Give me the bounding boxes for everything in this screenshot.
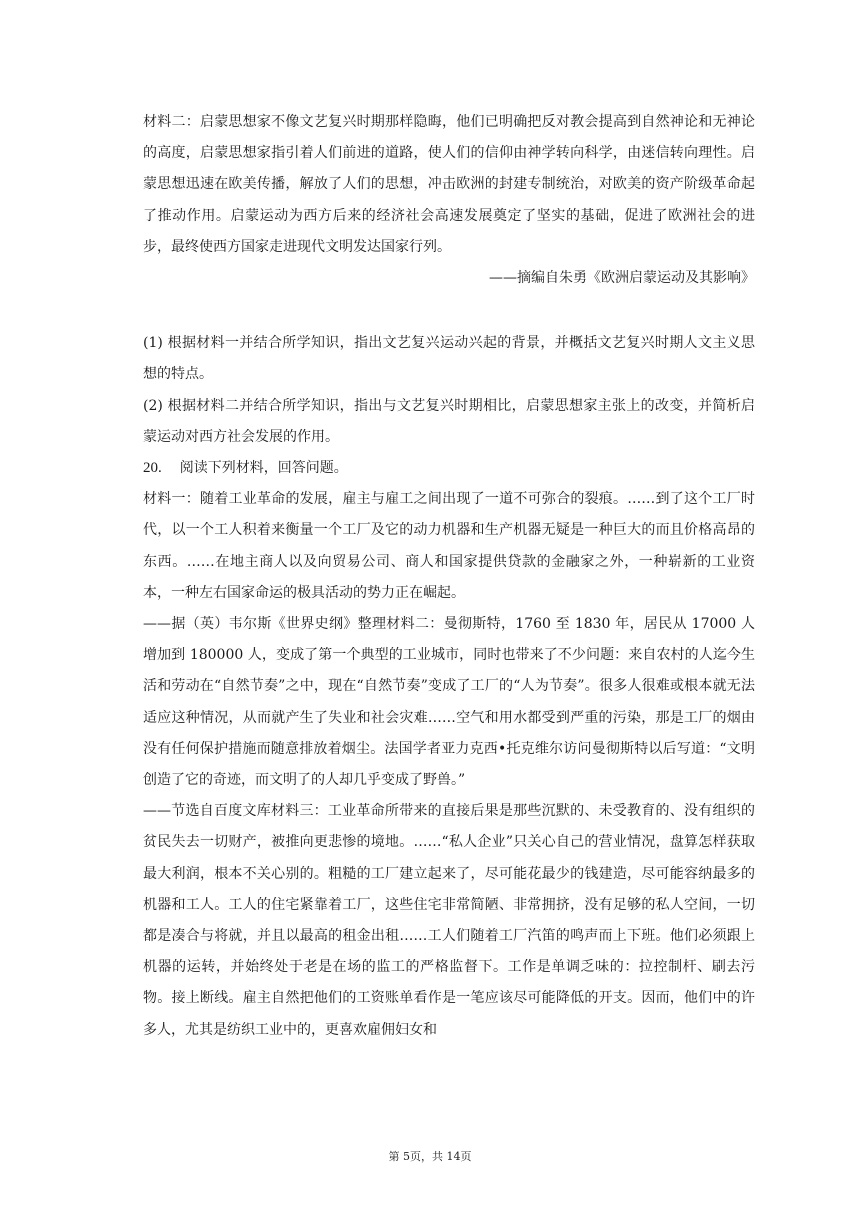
- spacer: [143, 294, 755, 328]
- q20-material-3: ——节选自百度文库材料三：工业革命所带来的直接后果是那些沉默的、未受教育的、没有组织的贫民失去一切财产，被推向更悲惨的境地。……“私人企业”只关心自己的营业情况，盘算怎样获取最大利润，根本不关心别的。粗糙的工厂建立起来了，尽可能花最少的钱建造，尽可能容纳最多的机器和工人。工人的住宅紧靠着工厂，这些住宅非常简陋、非常拥挤，没有足够的私人空间，一切都是凑合与将就，并且以最高的租金出租……工人们随着工厂汽笛的鸣声而上下班。他们必须跟上机器的运转，并始终处于老是在场的监工的严格监督下。工作是单调乏味的：拉控制杆、刷去污物。接上断线。雇主自然把他们的工资账单看作是一笔应该尽可能降低的开支。因而，他们中的许多人，尤其是纺织工业中的，更喜欢雇佣妇女和: [143, 803, 755, 1038]
- material-2-source: ——摘编自朱勇《欧洲启蒙运动及其影响》: [489, 270, 755, 287]
- q20-material-2: ——据（英）韦尔斯《世界史纲》整理材料二：曼彻斯特，1760 至 1830 年，居民从 17000 人增加到 180000 人，变成了第一个典型的工业城市，同时也带来了不少问题：来自农村的人迄今生活和劳动在“自然节奏”之中，现在“自然节奏”变成了工厂的“人为节奏”。很多人很难或根本就无法适应这种情况，从而就产生了失业和社会灾难……空气和用水都受到严重的污染，那是工厂的烟由没有任何保护措施而随意排放着烟尘。法国学者亚力克西•托克维尔访问曼彻斯特以后写道：“文明创造了它的奇迹，而文明了的人却几乎变成了野兽。”: [143, 616, 755, 789]
- q20-material-1: 材料一：随着工业革命的发展，雇主与雇工之间出现了一道不可弥合的裂痕。……到了这个工厂时代，以一个工人积着来衡量一个工厂及它的动力机器和生产机器无疑是一种巨大的而且价格高昂的东西。……在地主商人以及向贸易公司、商人和国家提供贷款的金融家之外，一种崭新的工业资本，一种左右国家命运的极具活动的势力正在崛起。: [143, 491, 755, 601]
- question-20-header: [143, 453, 755, 484]
- question-number: 20.: [143, 460, 162, 477]
- question-prompt: 阅读下列材料，回答问题。: [179, 460, 348, 477]
- material-2-paragraph: 材料二：启蒙思想家不像文艺复兴时期那样隐晦，他们已明确把反对教会提高到自然神论和无神论的高度，启蒙思想家指引着人们前进的道路，使人们的信仰由神学转向科学，由迷信转向理性。启蒙思想迅速在欧美传播，解放了人们的思想，冲击欧洲的封建专制统治，对欧美的资产阶级革命起了推动作用。启蒙运动为西方后来的经济社会高速发展奠定了坚实的基础，促进了欧洲社会的进步，最终使西方国家走进现代文明发达国家行列。: [143, 114, 755, 255]
- question-2: (2) 根据材料二并结合所学知识，指出与文艺复兴时期相比，启蒙思想家主张上的改变，并简析启蒙运动对西方社会发展的作用。: [143, 397, 755, 445]
- page-content: [143, 107, 755, 1046]
- question-1: (1) 根据材料一并结合所学知识，指出文艺复兴运动兴起的背景，并概括文艺复兴时期人文主义思想的特点。: [143, 335, 755, 383]
- page-footer: 第 5页，共 14页: [388, 1150, 472, 1163]
